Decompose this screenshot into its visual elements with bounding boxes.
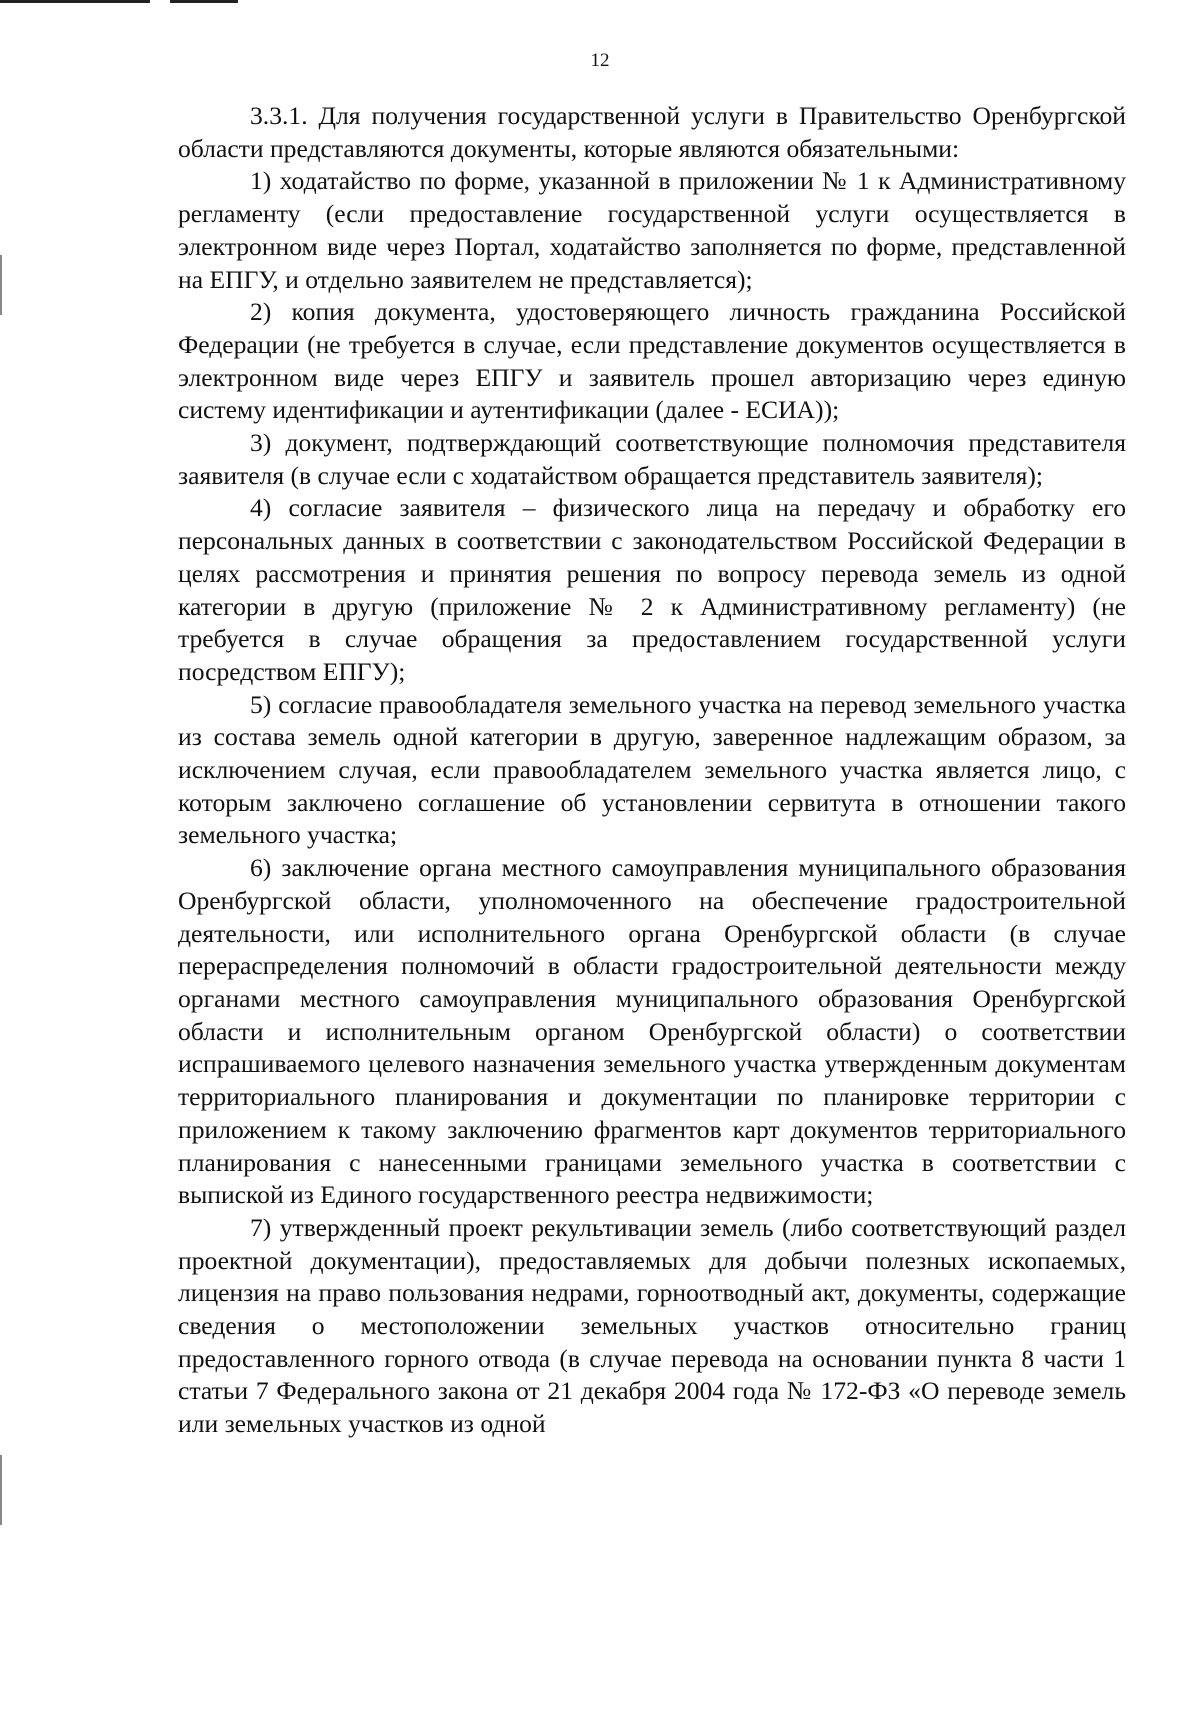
paragraph-item-2: 2) копия документа, удостоверяющего личность гражданина Российской Федерации (не требуется в случае, если представление документов осуществляется в электронном виде через ЕПГУ и заявитель прошел авторизацию через единую систему идентификации и аутентификации (далее - ЕСИА)); — [178, 297, 1126, 425]
scan-edge-mark — [170, 0, 238, 3]
paragraph-item-3: 3) документ, подтверждающий соответствующие полномочия представителя заявителя (в случае если с ходатайством обращается представитель заявителя); — [178, 428, 1126, 490]
paragraph-3-3-1: 3.3.1. Для получения государственной услуги в Правительство Оренбургской области представляются документы, которые являются обязательными: — [178, 101, 1126, 163]
paragraph-item-1: 1) ходатайство по форме, указанной в приложении № 1 к Административному регламенту (если предоставление государственной услуги осуществляется в электронном виде через Портал, ходатайство заполняется по форме, представленной на ЕПГУ, и отдельно заявителем не представляется); — [178, 166, 1126, 294]
paragraph-item-7: 7) утвержденный проект рекультивации земель (либо соответствующий раздел проектной документации), предоставляемых для добычи полезных ископаемых, лицензия на право пользования недрами, горноотводный акт, документы, содержащие сведения о местоположении земельных участков относительно границ предоставленного горного отвода (в случае перевода на основании пункта 8 части 1 статьи 7 Федерального закона от 21 декабря 2004 года № 172-ФЗ «О переводе земель или земельных участков из одной — [178, 1212, 1126, 1439]
scan-edge-mark — [0, 1455, 2, 1525]
paragraph-item-5: 5) согласие правообладателя земельного участка на перевод земельного участка из состава земель одной категории в другую, заверенное надлежащим образом, за исключением случая, если правообладателем земельного участка является лицо, с которым заключено соглашение об установлении сервитута в отношении такого земельного участка; — [178, 689, 1126, 850]
paragraph-item-4: 4) согласие заявителя – физического лица на передачу и обработку его персональных данных в соответствии с законодательством Российской Федерации в целях рассмотрения и принятия решения по вопросу перевода земель из одной категории в другую (приложение № 2 к Административному регламенту) (не требуется в случае обращения за предоставлением государственной услуги посредством ЕПГУ); — [178, 493, 1126, 686]
paragraph-item-6: 6) заключение органа местного самоуправления муниципального образования Оренбургской области, уполномоченного на обеспечение градостроительной деятельности, или исполнительного органа Оренбургской области (в случае перераспределения полномочий в области градостроительной деятельности между органами местного самоуправления муниципального образования Оренбургской области и исполнительным органом Оренбургской области) о соответствии испрашиваемого целевого назначения земельного участка утвержденным документам территориального планирования и документации по планировке территории с приложением к такому заключению фрагментов карт документов территориального планирования с нанесенными границами земельного участка в соответствии с выпиской из Единого государственного реестра недвижимости; — [178, 853, 1126, 1210]
scan-edge-mark — [0, 0, 150, 3]
scan-edge-mark — [0, 255, 2, 315]
document-body — [178, 100, 1126, 1441]
page-number: 12 — [590, 50, 610, 71]
